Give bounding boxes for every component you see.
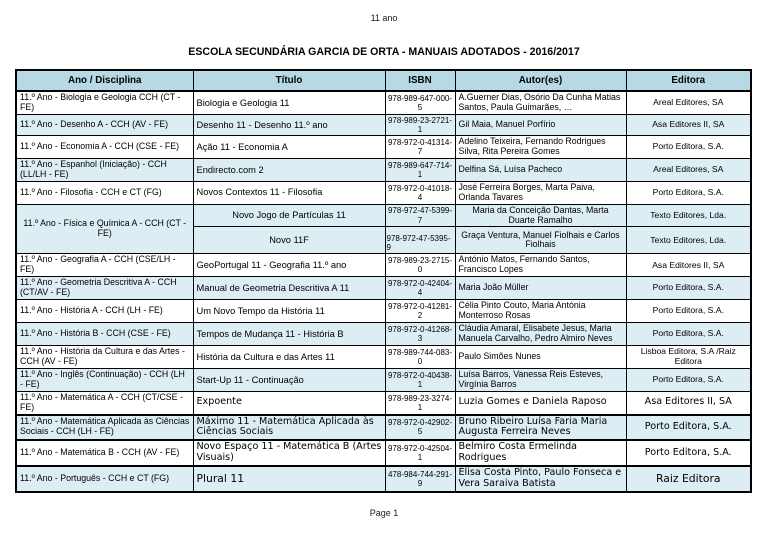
- table-row: [16, 158, 751, 181]
- cell-ano: 11.º Ano - Matemática Aplicada às Ciências Sociais - CCH (LH - FE): [16, 415, 193, 441]
- cell-editora: Porto Editora, S.A.: [626, 135, 751, 158]
- cell-titulo: Expoente: [193, 391, 385, 414]
- table-row: [16, 440, 751, 466]
- cell-isbn: 978-989-23-2721-1: [385, 114, 455, 135]
- table-row: [16, 345, 751, 368]
- cell-isbn: 978-989-744-083-0: [385, 345, 455, 368]
- cell-isbn: 978-972-0-40438-1: [385, 368, 455, 391]
- cell-autores: Elisa Costa Pinto, Paulo Fonseca e Vera Saraiva Batista: [455, 466, 626, 492]
- cell-ano: 11.º Ano - Física e Química A - CCH (CT - FE): [16, 204, 193, 254]
- grade-label: 11 ano: [370, 13, 398, 23]
- cell-autores: António Matos, Fernando Santos, Francisco Lopes: [455, 254, 626, 277]
- cell-titulo: Start-Up 11 - Continuação: [193, 368, 385, 391]
- cell-titulo: GeoPortugal 11 - Geografia 11.º ano: [193, 254, 385, 277]
- cell-isbn: 978-972-0-41314-7: [385, 135, 455, 158]
- table-row: [16, 254, 751, 277]
- cell-titulo: Endirecto.com 2: [193, 158, 385, 181]
- header-isbn: ISBN: [385, 70, 455, 91]
- header-ano-disciplina: Ano / Disciplina: [16, 70, 193, 91]
- cell-titulo: Novos Contextos 11 - Filosofia: [193, 181, 385, 204]
- cell-editora: Texto Editores, Lda.: [626, 204, 751, 227]
- cell-editora: Porto Editora, S.A.: [626, 440, 751, 466]
- cell-autores: Delfina Sá, Luísa Pacheco: [455, 158, 626, 181]
- cell-autores: Paulo Simões Nunes: [455, 345, 626, 368]
- cell-editora: Porto Editora, S.A.: [626, 277, 751, 300]
- cell-editora: Areal Editores, SA: [626, 91, 751, 114]
- cell-ano: 11.º Ano - Geografia A - CCH (CSE/LH - FE): [16, 254, 193, 277]
- table-row: [16, 114, 751, 135]
- cell-titulo: Biologia e Geologia 11: [193, 91, 385, 114]
- cell-editora: Lisboa Editora, S.A /Raiz Editora: [626, 345, 751, 368]
- header-editora: Editora: [626, 70, 751, 91]
- cell-isbn: 978-972-0-41018-4: [385, 181, 455, 204]
- cell-autores: Maria da Conceição Dantas, Marta Duarte Ramalho: [455, 204, 626, 227]
- header-titulo: Título: [193, 70, 385, 91]
- cell-ano: 11.º Ano - Português - CCH e CT (FG): [16, 466, 193, 492]
- cell-titulo: Novo 11F: [193, 227, 385, 254]
- cell-isbn: 978-972-0-41281-2: [385, 300, 455, 323]
- cell-isbn: 978-989-23-2715-0: [385, 254, 455, 277]
- table-row: [16, 91, 751, 114]
- header-autores: Autor(es): [455, 70, 626, 91]
- cell-ano: 11.º Ano - Geometria Descritiva A - CCH (CT/AV - FE): [16, 277, 193, 300]
- cell-editora: Texto Editores, Lda.: [626, 227, 751, 254]
- cell-ano: 11.º Ano - Desenho A - CCH (AV - FE): [16, 114, 193, 135]
- cell-autores: A.Guerner Dias, Osório Da Cunha Matias Santos, Paula Guimarães, …: [455, 91, 626, 114]
- cell-ano: 11.º Ano - Matemática B - CCH (AV - FE): [16, 440, 193, 466]
- cell-isbn: 978-989-647-000-5: [385, 91, 455, 114]
- cell-titulo: Máximo 11 - Matemática Aplicada às Ciências Sociais: [193, 415, 385, 441]
- cell-isbn: 978-972-0-41268-3: [385, 323, 455, 346]
- table-row: [16, 323, 751, 346]
- cell-isbn: 978-989-23-3274-1: [385, 391, 455, 414]
- page-number: Page 1: [369, 508, 399, 518]
- cell-editora: Asa Editores II, SA: [626, 254, 751, 277]
- table-row: [16, 135, 751, 158]
- table-row: [16, 277, 751, 300]
- cell-titulo: Manual de Geometria Descritiva A 11: [193, 277, 385, 300]
- cell-ano: 11.º Ano - Filosofia - CCH e CT (FG): [16, 181, 193, 204]
- table-row: [16, 368, 751, 391]
- manuals-table: [15, 69, 752, 493]
- cell-titulo: Novo Jogo de Partículas 11: [193, 204, 385, 227]
- cell-autores: Gil Maia, Manuel Porfírio: [455, 114, 626, 135]
- cell-autores: José Ferreira Borges, Marta Paiva, Orlanda Tavares: [455, 181, 626, 204]
- page-title: ESCOLA SECUNDÁRIA GARCIA DE ORTA - MANUAIS ADOTADOS - 2016/2017: [188, 46, 580, 58]
- table-row: [16, 300, 751, 323]
- cell-titulo: Novo Espaço 11 - Matemática B (Artes Visuais): [193, 440, 385, 466]
- cell-titulo: Plural 11: [193, 466, 385, 492]
- cell-titulo: História da Cultura e das Artes 11: [193, 345, 385, 368]
- table-row: [16, 181, 751, 204]
- cell-ano: 11.º Ano - Inglês (Continuação) - CCH (LH - FE): [16, 368, 193, 391]
- cell-autores: Luzia Gomes e Daniela Raposo: [455, 391, 626, 414]
- cell-isbn: 978-972-0-42504-1: [385, 440, 455, 466]
- cell-isbn: 978-972-0-42404-4: [385, 277, 455, 300]
- cell-editora: Porto Editora, S.A.: [626, 415, 751, 441]
- cell-editora: Porto Editora, S.A.: [626, 368, 751, 391]
- table-row: [16, 415, 751, 441]
- cell-titulo: Um Novo Tempo da História 11: [193, 300, 385, 323]
- cell-isbn: 478-984-744-291-9: [385, 466, 455, 492]
- cell-autores: Graça Ventura, Manuel Fiolhais e Carlos Fiolhais: [455, 227, 626, 254]
- cell-titulo: Ação 11 - Economia A: [193, 135, 385, 158]
- cell-ano: 11.º Ano - História B - CCH (CSE - FE): [16, 323, 193, 346]
- cell-ano: 11.º Ano - História A - CCH (LH - FE): [16, 300, 193, 323]
- cell-isbn: 978-972-47-5399-7: [385, 204, 455, 227]
- cell-editora: Porto Editora, S.A.: [626, 300, 751, 323]
- cell-isbn: 978-989-647-714-1: [385, 158, 455, 181]
- cell-titulo: Desenho 11 - Desenho 11.º ano: [193, 114, 385, 135]
- table-header-row: [16, 70, 751, 91]
- cell-isbn: 978-972-47-5395-9: [385, 227, 455, 254]
- cell-editora: Porto Editora, S.A.: [626, 323, 751, 346]
- cell-autores: Célia Pinto Couto, Maria Antónia Monterroso Rosas: [455, 300, 626, 323]
- table-row: [16, 391, 751, 414]
- table-row: [16, 204, 751, 227]
- cell-autores: Adelino Teixeira, Fernando Rodrigues Silva, Rita Pereira Gomes: [455, 135, 626, 158]
- cell-ano: 11.º Ano - História da Cultura e das Artes - CCH (AV - FE): [16, 345, 193, 368]
- cell-ano: 11.º Ano - Biologia e Geologia CCH (CT - FE): [16, 91, 193, 114]
- cell-autores: Maria João Müller: [455, 277, 626, 300]
- cell-ano: 11.º Ano - Economia A - CCH (CSE - FE): [16, 135, 193, 158]
- cell-isbn: 978-972-0-42902-5: [385, 415, 455, 441]
- cell-editora: Areal Editores, SA: [626, 158, 751, 181]
- cell-autores: Belmiro Costa Ermelinda Rodrigues: [455, 440, 626, 466]
- cell-autores: Luísa Barros, Vanessa Reis Esteves, Virgínia Barros: [455, 368, 626, 391]
- table-row: [16, 466, 751, 492]
- cell-autores: Cláudia Amaral, Elisabete Jesus, Maria Manuela Carvalho, Pedro Almiro Neves: [455, 323, 626, 346]
- cell-titulo: Tempos de Mudança 11 - História B: [193, 323, 385, 346]
- cell-ano: 11.º Ano - Espanhol (Iniciação) - CCH (LL/LH - FE): [16, 158, 193, 181]
- cell-editora: Porto Editora, S.A.: [626, 181, 751, 204]
- cell-editora: Asa Editores II, SA: [626, 391, 751, 414]
- cell-ano: 11.º Ano - Matemática A - CCH (CT/CSE - FE): [16, 391, 193, 414]
- cell-editora: Asa Editores II, SA: [626, 114, 751, 135]
- cell-editora: Raiz Editora: [626, 466, 751, 492]
- cell-autores: Bruno Ribeiro Luísa Faria Maria Augusta Ferreira Neves: [455, 415, 626, 441]
